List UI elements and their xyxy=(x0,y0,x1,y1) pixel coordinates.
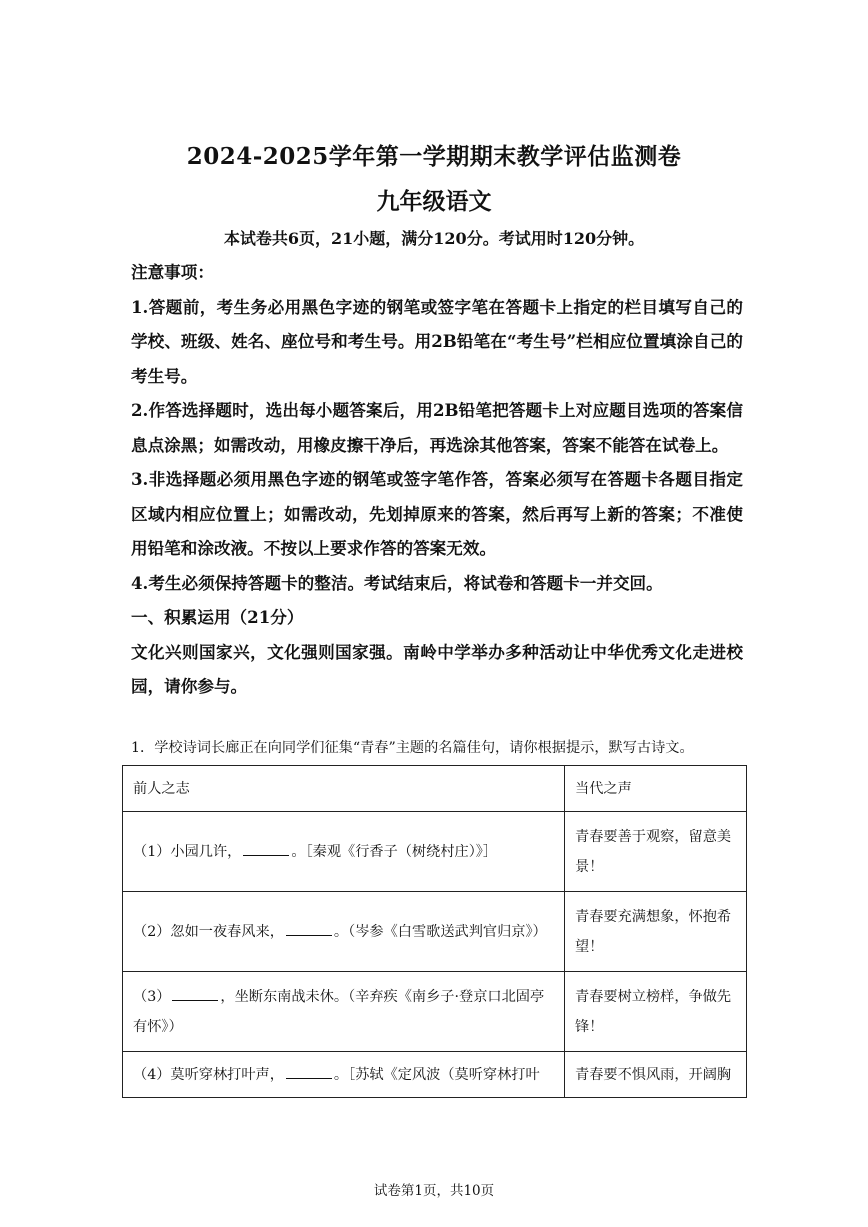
poem-text-after: 。（岑参《白雪歌送武判官归京》） xyxy=(333,923,547,940)
voice-cell: 青春要不惧风雨，开阔胸 xyxy=(565,1052,747,1098)
table-row xyxy=(123,812,747,892)
poem-text-after: ，坐断东南战未休。（辛弃疾《南乡子·登京口北固亭有怀》） xyxy=(133,988,545,1035)
section-heading: 一、积累运用（21分） xyxy=(131,607,304,627)
answer-blank xyxy=(243,840,289,855)
poem-cell xyxy=(123,972,565,1052)
poem-text-after: 。［苏轼《定风波（莫听穿林打叶 xyxy=(333,1066,540,1083)
poem-text-before: 忽如一夜春风来， xyxy=(170,923,284,940)
voice-cell: 青春要充满想象，怀抱希望！ xyxy=(565,892,747,972)
answer-blank xyxy=(286,920,332,935)
row-number: （3） xyxy=(133,988,171,1005)
answer-blank xyxy=(172,985,218,1000)
page-footer: 试卷第1页，共10页 xyxy=(373,1183,495,1199)
table-row xyxy=(123,1052,747,1098)
poem-cell xyxy=(123,812,565,892)
exam-title: 2024-2025学年第一学期期末教学评估监测卷 xyxy=(186,143,682,170)
table-header-row xyxy=(123,766,747,812)
poem-cell xyxy=(123,892,565,972)
poem-text-before: 小园几许， xyxy=(170,843,242,860)
poem-cell xyxy=(123,1052,565,1098)
poem-text-before: 莫听穿林打叶声， xyxy=(170,1066,284,1083)
question-1-prompt: 1．学校诗词长廊正在向同学们征集“青春”主题的名篇佳句，请你根据提示，默写古诗文。 xyxy=(131,740,694,756)
notice-item: 1.答题前，考生务必用黑色字迹的钢笔或签字笔在答题卡上指定的栏目填写自己的学校、班级、姓名、座位号和考生号。用2B铅笔在“考生号”栏相应位置填涂自己的考生号。 xyxy=(131,296,743,386)
row-number: （1） xyxy=(133,843,171,860)
table-header-cell: 当代之声 xyxy=(565,766,747,812)
row-number: （2） xyxy=(133,923,171,940)
voice-cell: 青春要善于观察，留意美景！ xyxy=(565,812,747,892)
notice-item: 2.作答选择题时，选出每小题答案后，用2B铅笔把答题卡上对应题目选项的答案信息点涂黑；如需改动，用橡皮擦干净后，再选涂其他答案，答案不能答在试卷上。 xyxy=(131,400,743,455)
table-row xyxy=(123,972,747,1052)
exam-body xyxy=(131,255,743,704)
exam-subtitle: 九年级语文 xyxy=(376,188,492,215)
notice-heading: 注意事项： xyxy=(131,262,214,282)
row-number: （4） xyxy=(133,1066,171,1083)
notice-item: 4.考生必须保持答题卡的整洁。考试结束后，将试卷和答题卡一并交回。 xyxy=(131,572,663,593)
table-header-cell: 前人之志 xyxy=(123,766,565,812)
poem-text-after: 。［秦观《行香子（树绕村庄）》］ xyxy=(291,843,498,860)
exam-info: 本试卷共6页，21小题，满分120分。考试用时120分钟。 xyxy=(223,229,645,248)
table-row xyxy=(123,892,747,972)
poem-table xyxy=(122,765,747,1098)
voice-cell: 青春要树立榜样，争做先锋！ xyxy=(565,972,747,1052)
notice-item: 3.非选择题必须用黑色字迹的钢笔或签字笔作答，答案必须写在答题卡各题目指定区域内相应位置上；如需改动，先划掉原来的答案，然后再写上新的答案；不准使用铅笔和涂改液。不按以上要求作答的答案无效。 xyxy=(131,469,743,558)
answer-blank xyxy=(286,1063,332,1078)
section-intro: 文化兴则国家兴，文化强则国家强。南岭中学举办多种活动让中华优秀文化走进校园，请你参与。 xyxy=(131,641,743,696)
